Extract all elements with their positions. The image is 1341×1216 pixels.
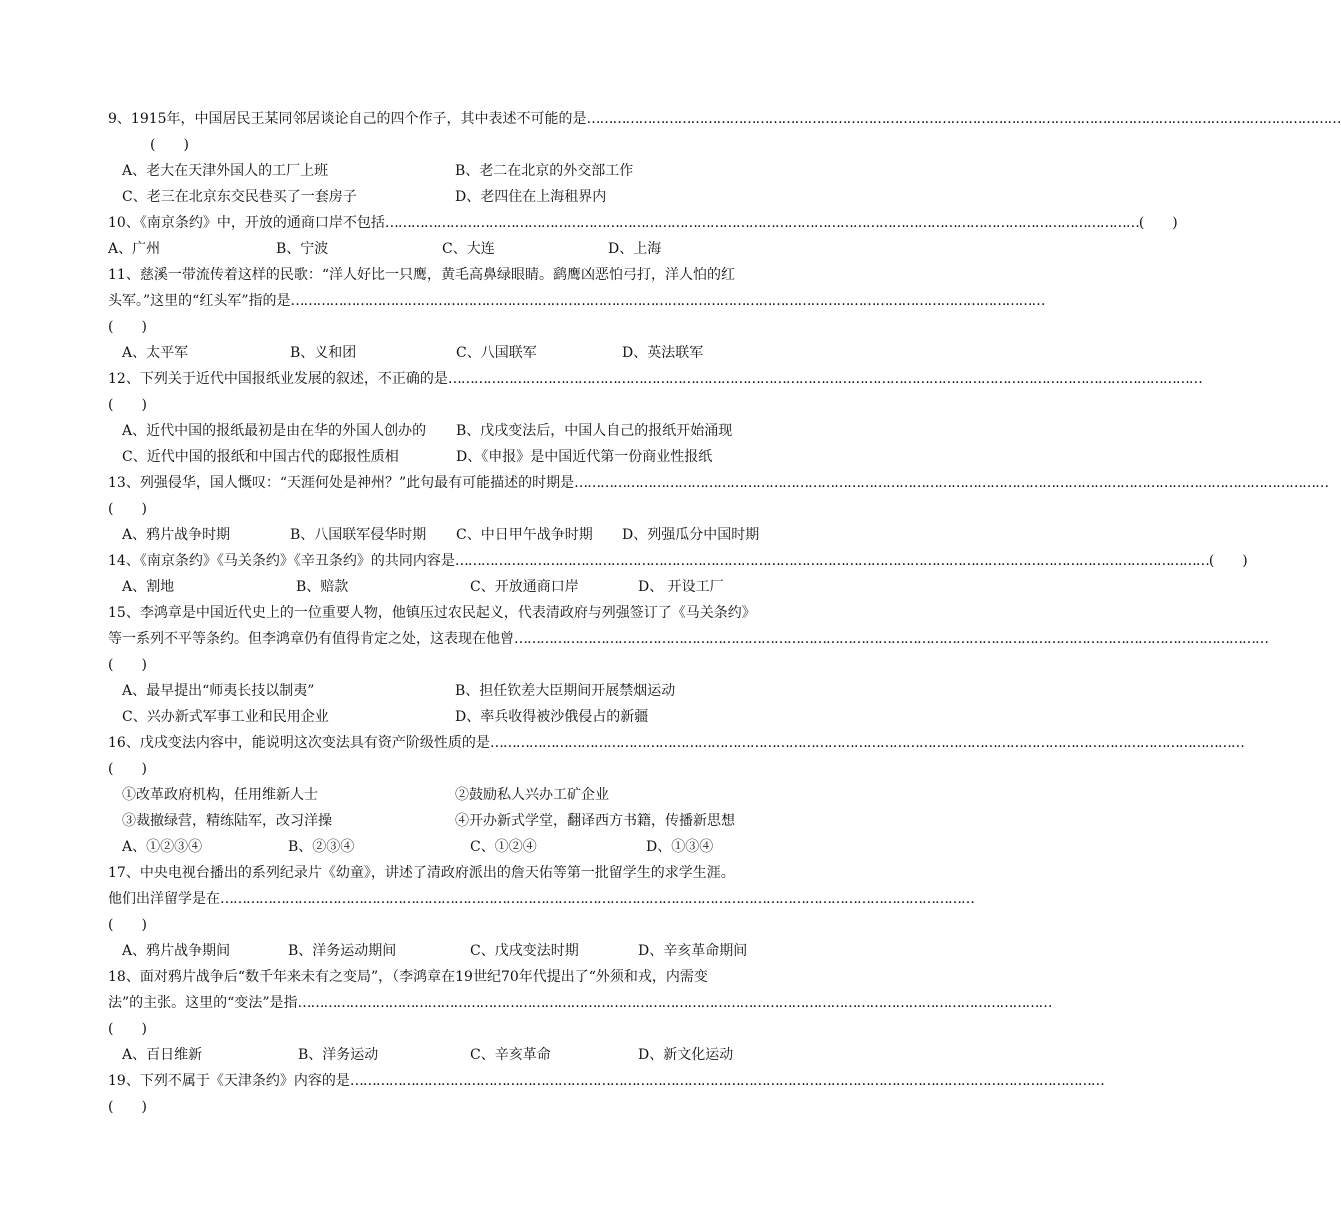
option-a: A、百日维新 bbox=[122, 1047, 203, 1063]
question-14-options bbox=[108, 574, 788, 600]
question-16-stem: 16、戊戌变法内容中，能说明这次变法具有资产阶级性质的是 ………………………………………………………………………………………………………………………………………………………… bbox=[108, 730, 788, 756]
option-b: B、洋务运动期间 bbox=[288, 943, 397, 959]
answer-paren: ( ) bbox=[108, 917, 147, 933]
answer-paren: ( ) bbox=[150, 137, 189, 153]
question-18-options bbox=[108, 1042, 788, 1068]
question-18-stem-line-1: 18、面对鸦片战争后“数千年来未有之变局”，（李鸿章在19世纪70年代提出了“外须和戎，内需变 bbox=[108, 969, 708, 985]
answer-paren: ( ) bbox=[108, 657, 147, 673]
option-d: D、 开设工厂 bbox=[638, 579, 724, 595]
option-a: A、割地 bbox=[122, 579, 175, 595]
question-9-options-row-2 bbox=[108, 184, 788, 210]
option-d: D、英法联军 bbox=[622, 345, 704, 361]
question-13-options bbox=[108, 522, 788, 548]
option-c: C、辛亥革命 bbox=[470, 1047, 551, 1063]
leader-dots: ………………………………………………………………………………………………………………………………………………………… bbox=[514, 631, 1268, 647]
option-b: B、老二在北京的外交部工作 bbox=[455, 163, 634, 179]
option-a: A、近代中国的报纸最初是由在华的外国人创办的 bbox=[122, 423, 427, 439]
question-11-stem-line-1: 11、慈溪一带流传着这样的民歌：“洋人好比一只鹰，黄毛高鼻绿眼睛。鹞鹰凶恶怕弓打，洋人怕的红 bbox=[108, 267, 735, 283]
question-10-options bbox=[108, 236, 788, 262]
answer-paren: ( ) bbox=[108, 501, 147, 517]
question-12-stem: 12、下列关于近代中国报纸业发展的叙述，不正确的是 ………………………………………………………………………………………………………………………………………………………… bbox=[108, 366, 788, 392]
option-a: A、最早提出“师夷长技以制夷” bbox=[122, 683, 315, 699]
item-4: ④开办新式学堂，翻译西方书籍，传播新思想 bbox=[455, 813, 735, 829]
question-17-stem-line-1: 17、中央电视台播出的系列纪录片《幼童》，讲述了清政府派出的詹天佑等第一批留学生的求学生涯。 bbox=[108, 865, 735, 881]
leader-dots: ………………………………………………………………………………………………………………………………………………………… bbox=[220, 891, 974, 907]
option-a: A、太平军 bbox=[122, 345, 189, 361]
question-14-stem: 14、《南京条约》《马关条约》《辛丑条约》的共同内容是 ………………………………………………………………………………………………………………………………………………………… ( ) bbox=[108, 548, 788, 574]
option-b: B、赔款 bbox=[296, 579, 349, 595]
option-c: C、开放通商口岸 bbox=[470, 579, 579, 595]
question-17-stem-line-2: 他们出洋留学是在 ………………………………………………………………………………………………………………………………………………………… bbox=[108, 886, 788, 912]
question-15-stem-line-2: 等一系列不平等条约。但李鸿章仍有值得肯定之处，这表现在他曾 ………………………………………………………………………………………………………………………………………………………… bbox=[108, 626, 788, 652]
question-16-items-row-2 bbox=[108, 808, 788, 834]
option-d: D、老四住在上海租界内 bbox=[455, 189, 607, 205]
leader-dots: ………………………………………………………………………………………………………………………………………………………… bbox=[297, 995, 1052, 1011]
answer-paren: ( ) bbox=[1208, 553, 1248, 569]
question-17-options bbox=[108, 938, 788, 964]
question-11-stem-line-2: 头军。”这里的“红头军”指的是 ………………………………………………………………………………………………………………………………………………………… bbox=[108, 288, 788, 314]
option-d: D、①③④ bbox=[646, 839, 714, 855]
option-d: D、上海 bbox=[608, 241, 662, 257]
option-c: C、老三在北京东交民巷买了一套房子 bbox=[122, 189, 357, 205]
question-11-options bbox=[108, 340, 788, 366]
option-d: D、新文化运动 bbox=[638, 1047, 734, 1063]
option-b: B、宁波 bbox=[276, 241, 329, 257]
question-18-stem-line-2: 法”的主张。这里的“变法”是指 ………………………………………………………………………………………………………………………………………………………… bbox=[108, 990, 788, 1016]
option-d: D、《申报》是中国近代第一份商业性报纸 bbox=[456, 449, 713, 465]
option-b: B、担任钦差大臣期间开展禁烟运动 bbox=[455, 683, 676, 699]
question-16-options bbox=[108, 834, 788, 860]
option-b: B、八国联军侵华时期 bbox=[290, 527, 427, 543]
option-b: B、戊戌变法后，中国人自己的报纸开始涌现 bbox=[456, 423, 733, 439]
question-15-options-row-2 bbox=[108, 704, 788, 730]
option-d: D、辛亥革命期间 bbox=[638, 943, 748, 959]
option-c: C、近代中国的报纸和中国古代的邸报性质相 bbox=[122, 449, 399, 465]
answer-paren: ( ) bbox=[108, 1099, 147, 1115]
question-15-stem-line-1: 15、李鸿章是中国近代史上的一位重要人物，他镇压过农民起义，代表清政府与列强签订了《马关条约》 bbox=[108, 605, 756, 621]
question-10-stem: 10、《南京条约》中，开放的通商口岸不包括 ………………………………………………………………………………………………………………………………………………………… ( ) bbox=[108, 210, 788, 236]
option-d: D、列强瓜分中国时期 bbox=[622, 527, 760, 543]
item-1: ①改革政府机构，任用维新人士 bbox=[122, 787, 318, 803]
option-b: B、义和团 bbox=[290, 345, 357, 361]
option-a: A、老大在天津外国人的工厂上班 bbox=[122, 163, 329, 179]
question-9-stem: 9、1915年，中国居民王某同邻居谈论自己的四个作子，其中表述不可能的是 ………………………………………………………………………………………………………………………………………………………… bbox=[108, 106, 788, 132]
answer-paren: ( ) bbox=[108, 397, 147, 413]
leader-dots: ………………………………………………………………………………………………………………………………………………………… bbox=[290, 293, 1045, 309]
item-2: ②鼓励私人兴办工矿企业 bbox=[455, 787, 609, 803]
leader-dots: ………………………………………………………………………………………………………………………………………………………… bbox=[349, 1073, 1104, 1089]
question-13-stem: 13、列强侵华，国人慨叹：“天涯何处是神州？”此句最有可能描述的时期是 ………………………………………………………………………………………………………………………………………………………… bbox=[108, 470, 788, 496]
option-b: B、②③④ bbox=[288, 839, 355, 855]
question-12-options-row-1 bbox=[108, 418, 788, 444]
option-c: C、大连 bbox=[442, 241, 495, 257]
leader-dots: ………………………………………………………………………………………………………………………………………………………… bbox=[454, 553, 1209, 569]
question-19-stem: 19、下列不属于《天津条约》内容的是 ………………………………………………………………………………………………………………………………………………………… bbox=[108, 1068, 788, 1094]
option-a: A、鸦片战争时期 bbox=[122, 527, 231, 543]
question-16-items-row-1 bbox=[108, 782, 788, 808]
answer-paren: ( ) bbox=[108, 761, 147, 777]
option-c: C、中日甲午战争时期 bbox=[456, 527, 593, 543]
leader-dots: ………………………………………………………………………………………………………………………………………………………… bbox=[384, 215, 1139, 231]
answer-paren: ( ) bbox=[1138, 215, 1178, 231]
item-3: ③裁撤绿营，精练陆军，改习洋操 bbox=[122, 813, 332, 829]
option-c: C、戊戌变法时期 bbox=[470, 943, 579, 959]
option-c: C、兴办新式军事工业和民用企业 bbox=[122, 709, 329, 725]
leader-dots: ………………………………………………………………………………………………………………………………………………………… bbox=[447, 371, 1202, 387]
leader-dots: ………………………………………………………………………………………………………………………………………………………… bbox=[574, 475, 1329, 491]
option-d: D、率兵收得被沙俄侵占的新疆 bbox=[455, 709, 649, 725]
answer-paren: ( ) bbox=[108, 1021, 147, 1037]
question-15-options-row-1 bbox=[108, 678, 788, 704]
option-c: C、①②④ bbox=[470, 839, 537, 855]
leader-dots: ………………………………………………………………………………………………………………………………………………………… bbox=[489, 735, 1244, 751]
option-c: C、八国联军 bbox=[456, 345, 537, 361]
question-9-options-row-1 bbox=[108, 158, 788, 184]
leader-dots: ………………………………………………………………………………………………………………………………………………………… bbox=[586, 111, 1341, 127]
option-a: A、鸦片战争期间 bbox=[122, 943, 231, 959]
option-a: A、①②③④ bbox=[122, 839, 203, 855]
question-list bbox=[108, 106, 1341, 1120]
option-b: B、洋务运动 bbox=[298, 1047, 379, 1063]
question-12-options-row-2 bbox=[108, 444, 788, 470]
option-a: A、广州 bbox=[108, 241, 161, 257]
answer-paren: ( ) bbox=[108, 319, 147, 335]
